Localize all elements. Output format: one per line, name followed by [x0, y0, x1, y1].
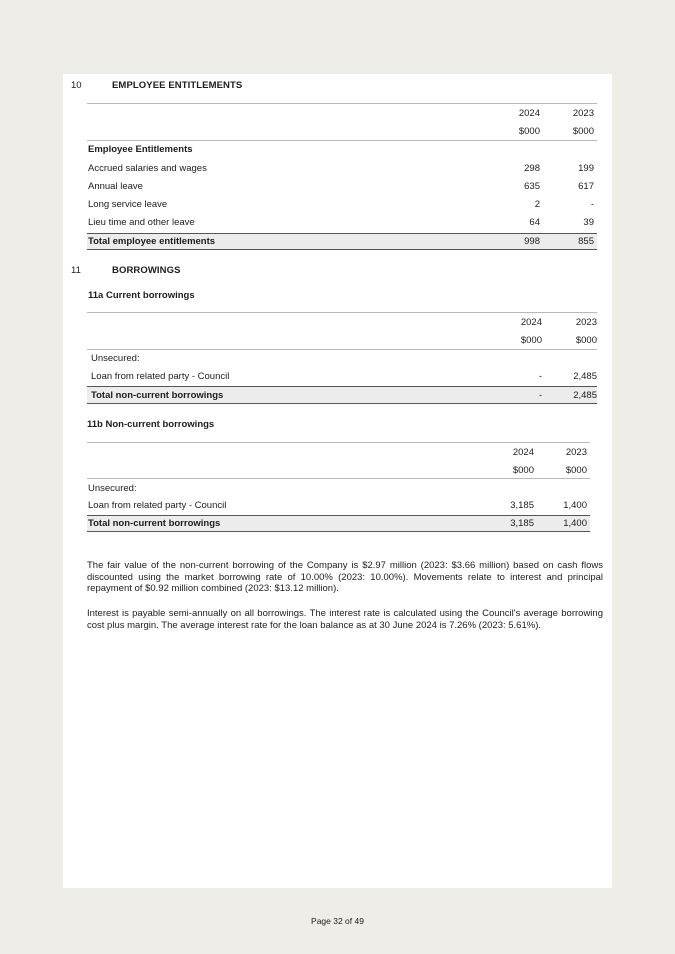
table-rule	[87, 349, 597, 350]
total-label: Total non-current borrowings	[91, 390, 224, 401]
col-unit-2024: $000	[518, 126, 540, 137]
table-cell-2024: 64	[529, 217, 540, 228]
table-cell-2024: 298	[524, 163, 540, 174]
table-rule	[87, 312, 597, 313]
group-label: Unsecured:	[91, 353, 140, 364]
document-page	[63, 74, 612, 888]
subsection-title: 11b Non-current borrowings	[87, 419, 215, 430]
section-number: 11	[71, 265, 81, 276]
section-title: EMPLOYEE ENTITLEMENTS	[112, 80, 243, 91]
table-rule	[87, 386, 597, 387]
section-number: 10	[71, 80, 82, 91]
table-row-label: Lieu time and other leave	[88, 217, 195, 228]
table-cell-2023: 199	[578, 163, 594, 174]
col-year-2024: 2024	[518, 108, 540, 119]
table-row-label: Long service leave	[88, 199, 168, 210]
table-cell-2023: 39	[583, 217, 594, 228]
table-cell-2023: 1,400	[563, 500, 587, 511]
col-year-2024: 2024	[512, 447, 534, 458]
total-2023: 855	[578, 236, 594, 247]
page-number: Page 32 of 49	[311, 916, 364, 926]
total-label: Total non-current borrowings	[88, 518, 221, 529]
table-rule	[87, 515, 590, 516]
col-year-2023: 2023	[575, 317, 597, 328]
table-cell-2023: 617	[578, 181, 594, 192]
col-unit-2023: $000	[572, 126, 594, 137]
table-cell-2024: 3,185	[510, 500, 534, 511]
group-label: Employee Entitlements	[88, 144, 193, 155]
table-rule	[87, 140, 597, 141]
table-cell-2024: 635	[524, 181, 540, 192]
table-row-label: Annual leave	[88, 181, 143, 192]
table-row-label: Loan from related party - Council	[88, 500, 227, 511]
table-cell-2023: 2,485	[573, 371, 597, 382]
note-paragraph: Interest is payable semi-annually on all borrowings. The interest rate is calculated using the Council's average borrowing cost plus margin. The average interest rate for the loan balance as at 30 June 2024 is 7.26% (2023: 5.61%).	[87, 608, 603, 631]
table-row-label: Accrued salaries and wages	[88, 163, 207, 174]
group-label: Unsecured:	[88, 483, 137, 494]
table-rule	[87, 531, 590, 532]
total-label: Total employee entitlements	[88, 236, 216, 247]
table-rule	[87, 103, 597, 104]
col-unit-2023: $000	[575, 335, 597, 346]
total-2023: 2,485	[573, 390, 597, 401]
col-unit-2024: $000	[520, 335, 542, 346]
total-2024: 3,185	[510, 518, 534, 529]
total-2023: 1,400	[563, 518, 587, 529]
table-rule	[87, 478, 590, 479]
table-rule	[87, 442, 590, 443]
total-2024: 998	[524, 236, 540, 247]
table-cell-2024: -	[538, 371, 542, 382]
subsection-title: 11a Current borrowings	[88, 290, 195, 301]
table-rule	[87, 249, 597, 250]
col-year-2023: 2023	[572, 108, 594, 119]
section-title: BORROWINGS	[112, 265, 181, 276]
table-rule	[87, 403, 597, 404]
total-2024: -	[538, 390, 542, 401]
col-year-2023: 2023	[565, 447, 587, 458]
table-cell-2024: 2	[534, 199, 540, 210]
table-rule	[87, 233, 597, 234]
col-year-2024: 2024	[520, 317, 542, 328]
col-unit-2023: $000	[565, 465, 587, 476]
table-row-label: Loan from related party - Council	[91, 371, 230, 382]
col-unit-2024: $000	[512, 465, 534, 476]
table-cell-2023: -	[590, 199, 594, 210]
note-paragraph: The fair value of the non-current borrowing of the Company is $2.97 million (2023: $3.66 million) based on cash flows discounted using the market borrowing rate of 10.00% (2023: 10.00%). Movements relate to interest and principal repayment of $0.92 million combined (2023: $13.12 million).	[87, 560, 603, 594]
